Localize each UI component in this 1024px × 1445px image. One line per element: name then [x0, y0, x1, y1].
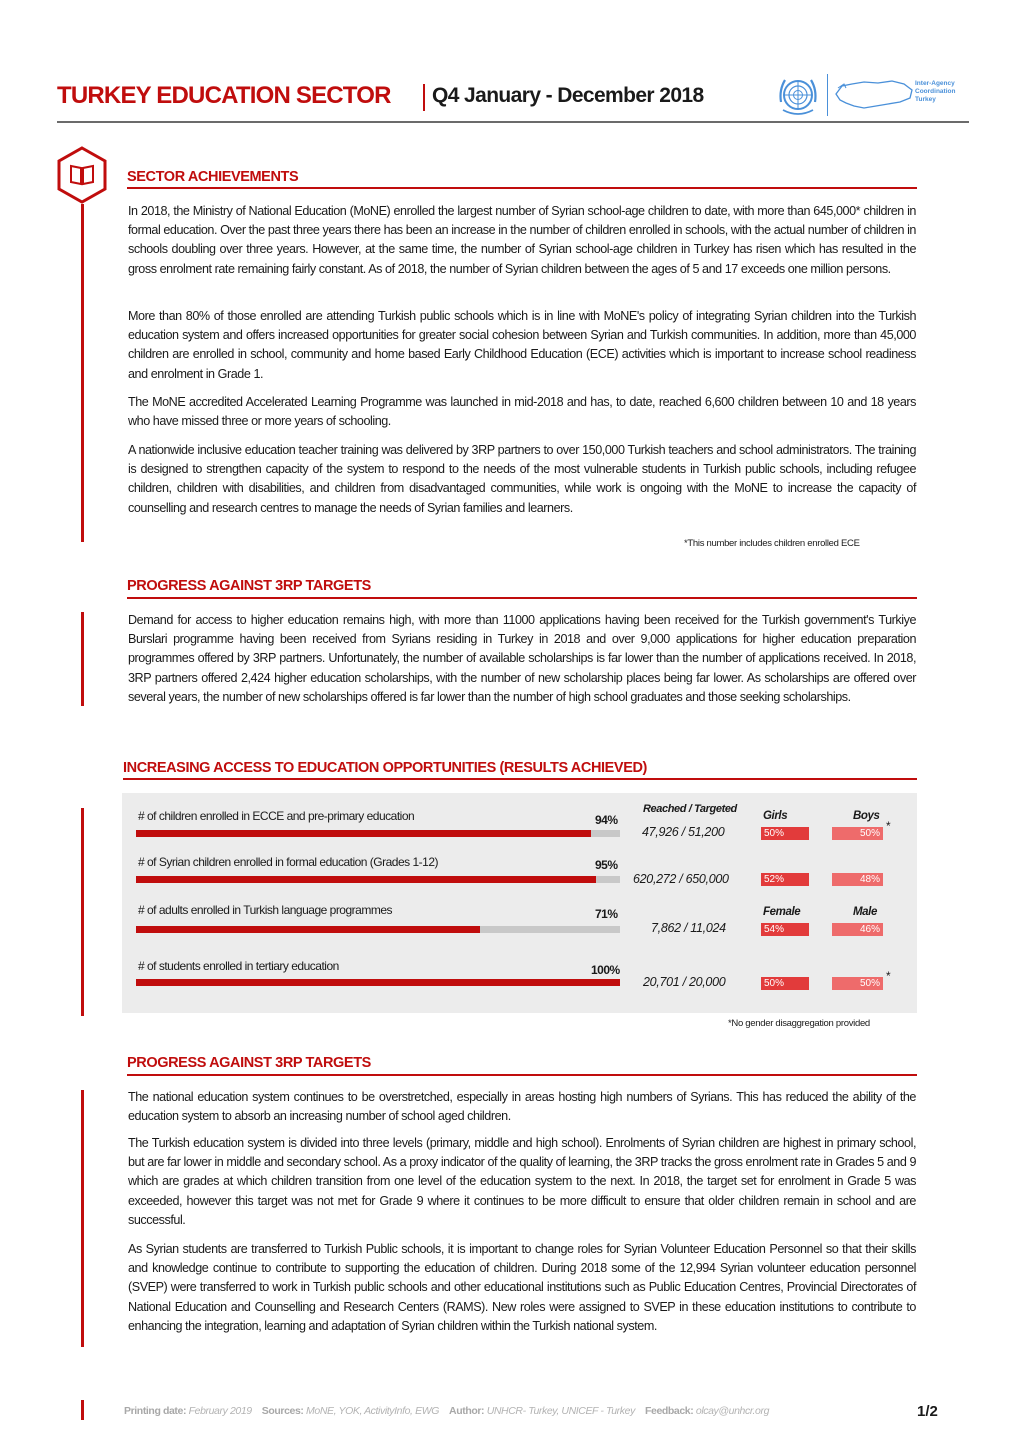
paragraph: In 2018, the Ministry of National Education (MoNE) enrolled the largest number of Syrian school-age children to date, with more than 645,000* children in formal education. Over the past three years there has been an increase in the number of children enrolled in schools, with the actual number of children in schools doubling over three years. However, at the same time, the number of Syrian school-age children in Turkey has risen which has resulted in the gross enrolment rate remaining fairly constant. As of 2018, the number of Syrian children between the ages of 5 and 17 exceeds one million persons.: [128, 204, 916, 276]
section-rule: [127, 597, 917, 599]
indicator-percent: 71%: [595, 907, 618, 921]
boys-share: 48%: [832, 873, 883, 886]
female-share: 54%: [761, 923, 809, 936]
girls-share: 50%: [761, 827, 809, 840]
printing-date-value: February 2019: [188, 1405, 252, 1417]
section-heading-achievements: SECTOR ACHIEVEMENTS: [127, 169, 299, 185]
indicator-percent: 100%: [591, 963, 620, 977]
page-title: TURKEY EDUCATION SECTOR: [57, 82, 391, 109]
progress-bar: [136, 876, 596, 883]
indicator-label: # of students enrolled in tertiary education: [138, 959, 339, 973]
section-heading-access: INCREASING ACCESS TO EDUCATION OPPORTUNITIES (RESULTS ACHIEVED): [123, 760, 647, 776]
bar-track: [136, 926, 620, 933]
sources-label: Sources:: [261, 1405, 304, 1417]
paragraph: Demand for access to higher education remains high, with more than 11000 applications having been received for the Turkish government's Turkiye Burslari programme having been received from Syrians residing in Turkey in 2018 and over 9,000 applications for higher education preparation programmes offered by 3RP partners. Unfortunately, the number of available scholarships is far lower than the number of applications received. In 2018, 3RP partners offered 2,424 higher education scholarships, with the number of new scholarship places being far lower. As scholarships are offered over several years, the number of new scholarships offered is far lower than the number of high school graduates and those seeking scholarships.: [128, 613, 916, 704]
results-panel: [122, 793, 917, 1013]
section-heading-progress: PROGRESS AGAINST 3RP TARGETS: [127, 578, 371, 594]
printing-date-label: Printing date:: [124, 1405, 187, 1417]
section-rule: [123, 778, 917, 780]
logo-separator: [827, 74, 828, 116]
col-boys: Boys: [853, 810, 880, 822]
boys-share: 50%: [832, 827, 883, 840]
side-rule: [81, 1090, 84, 1347]
no-gender-marker: *: [886, 819, 891, 833]
no-gender-marker: *: [886, 969, 891, 983]
reached-targeted: 620,272 / 650,000: [633, 872, 729, 886]
section-rule: [127, 187, 917, 189]
paragraph: The Turkish education system is divided into three levels (primary, middle and high school). Enrolments of Syrian children are highest in primary school, but are far lower in middle and secondary school. As a proxy indicator of the quality of learning, the 3RP tracks the gross enrolment rate in Grades 5 and 9 which are grades at which children transition from one level of the education system to the next. In 2018, the target set for enrolment in Grade 5 was exceeded, however this target was not met for Grade 9 where it continues to be more difficult to ensure that older children remain in school and are successful.: [128, 1136, 916, 1227]
side-rule: [81, 612, 84, 706]
col-male: Male: [853, 906, 877, 918]
title-separator: [423, 84, 425, 111]
bar-track: [136, 979, 620, 986]
bar-track: [136, 830, 620, 837]
side-rule: [81, 808, 84, 1016]
girls-share: 52%: [761, 873, 809, 886]
feedback-email[interactable]: olcay@unhcr.org: [695, 1405, 770, 1417]
reached-targeted: 47,926 / 51,200: [642, 825, 725, 839]
side-rule: [81, 1400, 84, 1420]
agency-line: Inter-Agency: [915, 80, 955, 87]
paragraph: As Syrian students are transferred to Turkish Public schools, it is important to change roles for Syrian Volunteer Education Personnel so that their skills and knowledge continue to contribute to supporting the education of children. During 2018 some of the 12,994 Syrian volunteer education personnel (SVEP) were transferred to work in Turkish public schools and other educational institutions such as Public Education Centres, Provincial Directorates of National Education and Counselling and Research Centers (RAMS). New roles were assigned to SVEP in these education institutions to contribute to enhancing the integration, learning and adaptation of Syrian children within the Turkish national system.: [128, 1242, 916, 1333]
reached-targeted: 7,862 / 11,024: [651, 921, 726, 935]
section-rule: [127, 1074, 917, 1076]
author-value: UNHCR- Turkey, UNICEF - Turkey: [486, 1405, 635, 1417]
sources-value: MoNE, YOK, ActivityInfo, EWG: [306, 1405, 439, 1417]
bar-track: [136, 876, 620, 883]
progress-bar: [136, 979, 620, 986]
author-label: Author:: [449, 1405, 485, 1417]
footnote: *This number includes children enrolled ECE: [684, 538, 860, 549]
paragraph: A nationwide inclusive education teacher training was delivered by 3RP partners to over 150,000 Turkish teachers and school administrators. The training is designed to strengthen capacity of the system to respond to the needs of the most vulnerable students in Turkish public schools, including refugee children, children with disabilities, and children from disadvantaged communities, while work is ongoing with the MoNE to increase the capacity of counselling and research centres to manage the needs of Syrian families and learners.: [128, 443, 916, 515]
col-girls: Girls: [763, 810, 788, 822]
indicator-label: # of adults enrolled in Turkish language programmes: [138, 903, 392, 917]
paragraph: The national education system continues to be overstretched, especially in areas hosting high numbers of Syrians. This has reduced the ability of the education system to absorb an increasing number of school aged children.: [128, 1090, 916, 1124]
side-rule: [81, 204, 84, 542]
book-icon: [53, 146, 111, 204]
agency-name: [915, 80, 975, 104]
turkey-map-icon: [834, 76, 914, 114]
header-rule: [57, 121, 969, 123]
progress-bar: [136, 926, 480, 933]
feedback-label: Feedback:: [645, 1405, 694, 1417]
paragraph: The MoNE accredited Accelerated Learning Programme was launched in mid-2018 and has, to date, reached 6,600 children between 10 and 18 years who have missed three or more years of schooling.: [128, 395, 916, 429]
agency-line: Coordination: [915, 88, 956, 95]
col-female: Female: [763, 906, 801, 918]
page-footer: [124, 1405, 769, 1417]
indicator-percent: 94%: [595, 813, 618, 827]
agency-line: Turkey: [915, 96, 936, 103]
section-heading-progress: PROGRESS AGAINST 3RP TARGETS: [127, 1055, 371, 1071]
report-period: Q4 January - December 2018: [432, 84, 704, 107]
footnote: *No gender disaggregation provided: [728, 1018, 870, 1029]
indicator-label: # of children enrolled in ECCE and pre-primary education: [138, 809, 415, 823]
indicator-percent: 95%: [595, 858, 618, 872]
indicator-label: # of Syrian children enrolled in formal education (Grades 1-12): [138, 855, 439, 869]
paragraph: More than 80% of those enrolled are attending Turkish public schools which is in line with MoNE's policy of integrating Syrian children into the Turkish education system and offers increased opportunities for greater social cohesion between Syrian and Turkish communities. In addition, more than 45,000 children are enrolled in school, community and home based Early Childhood Education (ECE) activities which is important to increase school readiness and enrolment in Grade 1.: [128, 309, 916, 381]
reached-targeted: 20,701 / 20,000: [643, 975, 726, 989]
boys-share: 50%: [832, 977, 883, 990]
page-header: [57, 72, 969, 124]
male-share: 46%: [832, 923, 883, 936]
girls-share: 50%: [761, 977, 809, 990]
col-reached-targeted: Reached / Targeted: [643, 803, 737, 815]
progress-bar: [136, 830, 591, 837]
page-number: 1/2: [917, 1403, 938, 1420]
un-emblem-icon: [773, 72, 823, 118]
